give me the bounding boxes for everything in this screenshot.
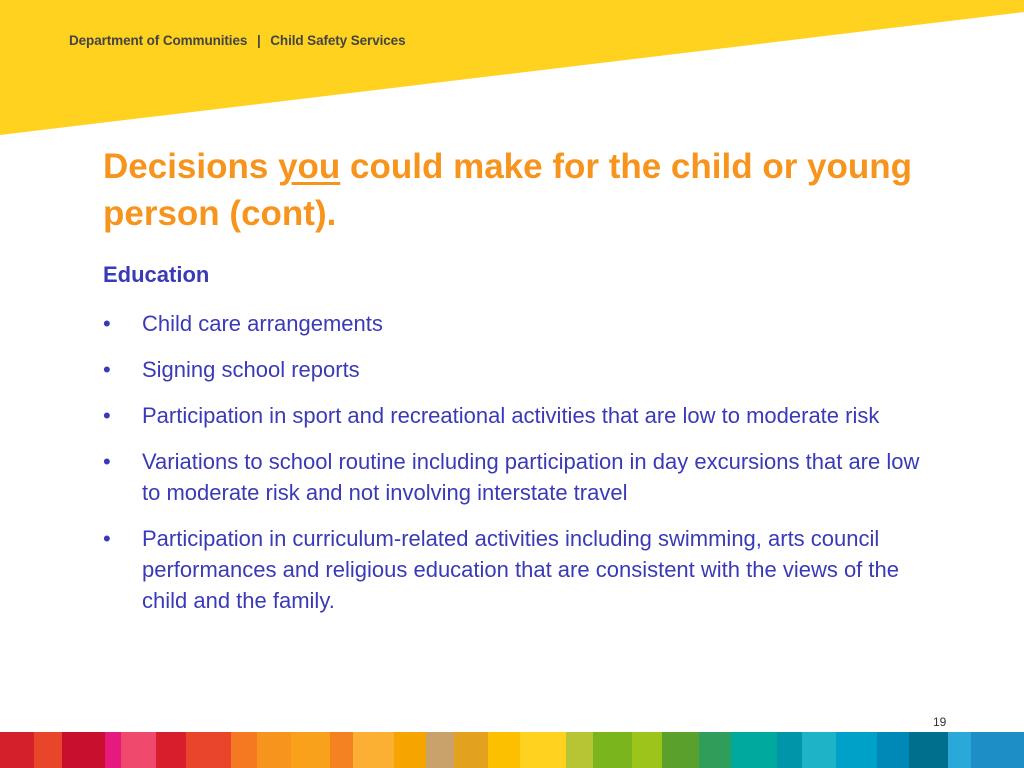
list-item [103, 308, 943, 339]
title-start: Decisions [103, 147, 279, 186]
footer-stripe-segment [877, 732, 909, 768]
list-item-text: Variations to school routine including participation in day excursions that are low to moderate risk and not involving interstate travel [142, 449, 920, 505]
footer-stripe-segment [34, 732, 61, 768]
list-item-text: Participation in sport and recreational activities that are low to moderate risk [142, 403, 880, 428]
footer-stripe-segment [632, 732, 662, 768]
header-separator: | [256, 33, 261, 48]
footer-stripe-segment [105, 732, 121, 768]
title-end: could make for the child or young person (cont). [103, 147, 913, 233]
footer-stripe-segment [257, 732, 291, 768]
footer-stripe-segment [330, 732, 353, 768]
footer-color-stripe [0, 732, 1024, 768]
list-item [103, 354, 943, 385]
footer-stripe-segment [802, 732, 836, 768]
header-yellow-swoosh [0, 0, 1024, 140]
bullet-icon: • [103, 526, 111, 551]
footer-stripe-segment [426, 732, 453, 768]
footer-stripe-segment [488, 732, 520, 768]
footer-stripe-segment [566, 732, 593, 768]
department-name: Department of Communities [69, 33, 248, 48]
footer-stripe-segment [394, 732, 426, 768]
footer-stripe-segment [971, 732, 1024, 768]
title-emphasis: you [278, 147, 341, 186]
division-name: Child Safety Services [270, 33, 406, 48]
footer-stripe-segment [454, 732, 488, 768]
footer-stripe-segment [121, 732, 155, 768]
bullet-icon: • [103, 403, 111, 428]
footer-stripe-segment [699, 732, 731, 768]
list-item-text: Signing school reports [142, 357, 360, 382]
footer-stripe-segment [662, 732, 699, 768]
footer-stripe-segment [231, 732, 256, 768]
list-item-text: Participation in curriculum-related activities including swimming, arts council performances and religious education that are consistent with the views of the child and the family. [142, 526, 899, 613]
footer-stripe-segment [291, 732, 330, 768]
footer-stripe-segment [353, 732, 394, 768]
footer-stripe-segment [777, 732, 802, 768]
section-heading: Education [103, 262, 210, 287]
header-band [0, 0, 1024, 140]
bullet-icon: • [103, 449, 111, 474]
department-header [69, 33, 406, 48]
bullet-list [103, 308, 943, 631]
footer-stripe-segment [836, 732, 877, 768]
footer-stripe-segment [62, 732, 106, 768]
footer-stripe-segment [186, 732, 232, 768]
footer-stripe-segment [520, 732, 566, 768]
list-item [103, 446, 943, 508]
footer-stripe-segment [156, 732, 186, 768]
footer-stripe-segment [593, 732, 632, 768]
list-item-text: Child care arrangements [142, 311, 383, 336]
page-number: 19 [933, 715, 947, 729]
list-item [103, 400, 943, 431]
footer-stripe-segment [0, 732, 34, 768]
bullet-icon: • [103, 357, 111, 382]
footer-stripe-segment [948, 732, 971, 768]
footer-stripe-segment [909, 732, 948, 768]
list-item [103, 523, 943, 616]
bullet-icon: • [103, 311, 111, 336]
footer-stripe-segment [731, 732, 777, 768]
slide-title [103, 143, 983, 237]
